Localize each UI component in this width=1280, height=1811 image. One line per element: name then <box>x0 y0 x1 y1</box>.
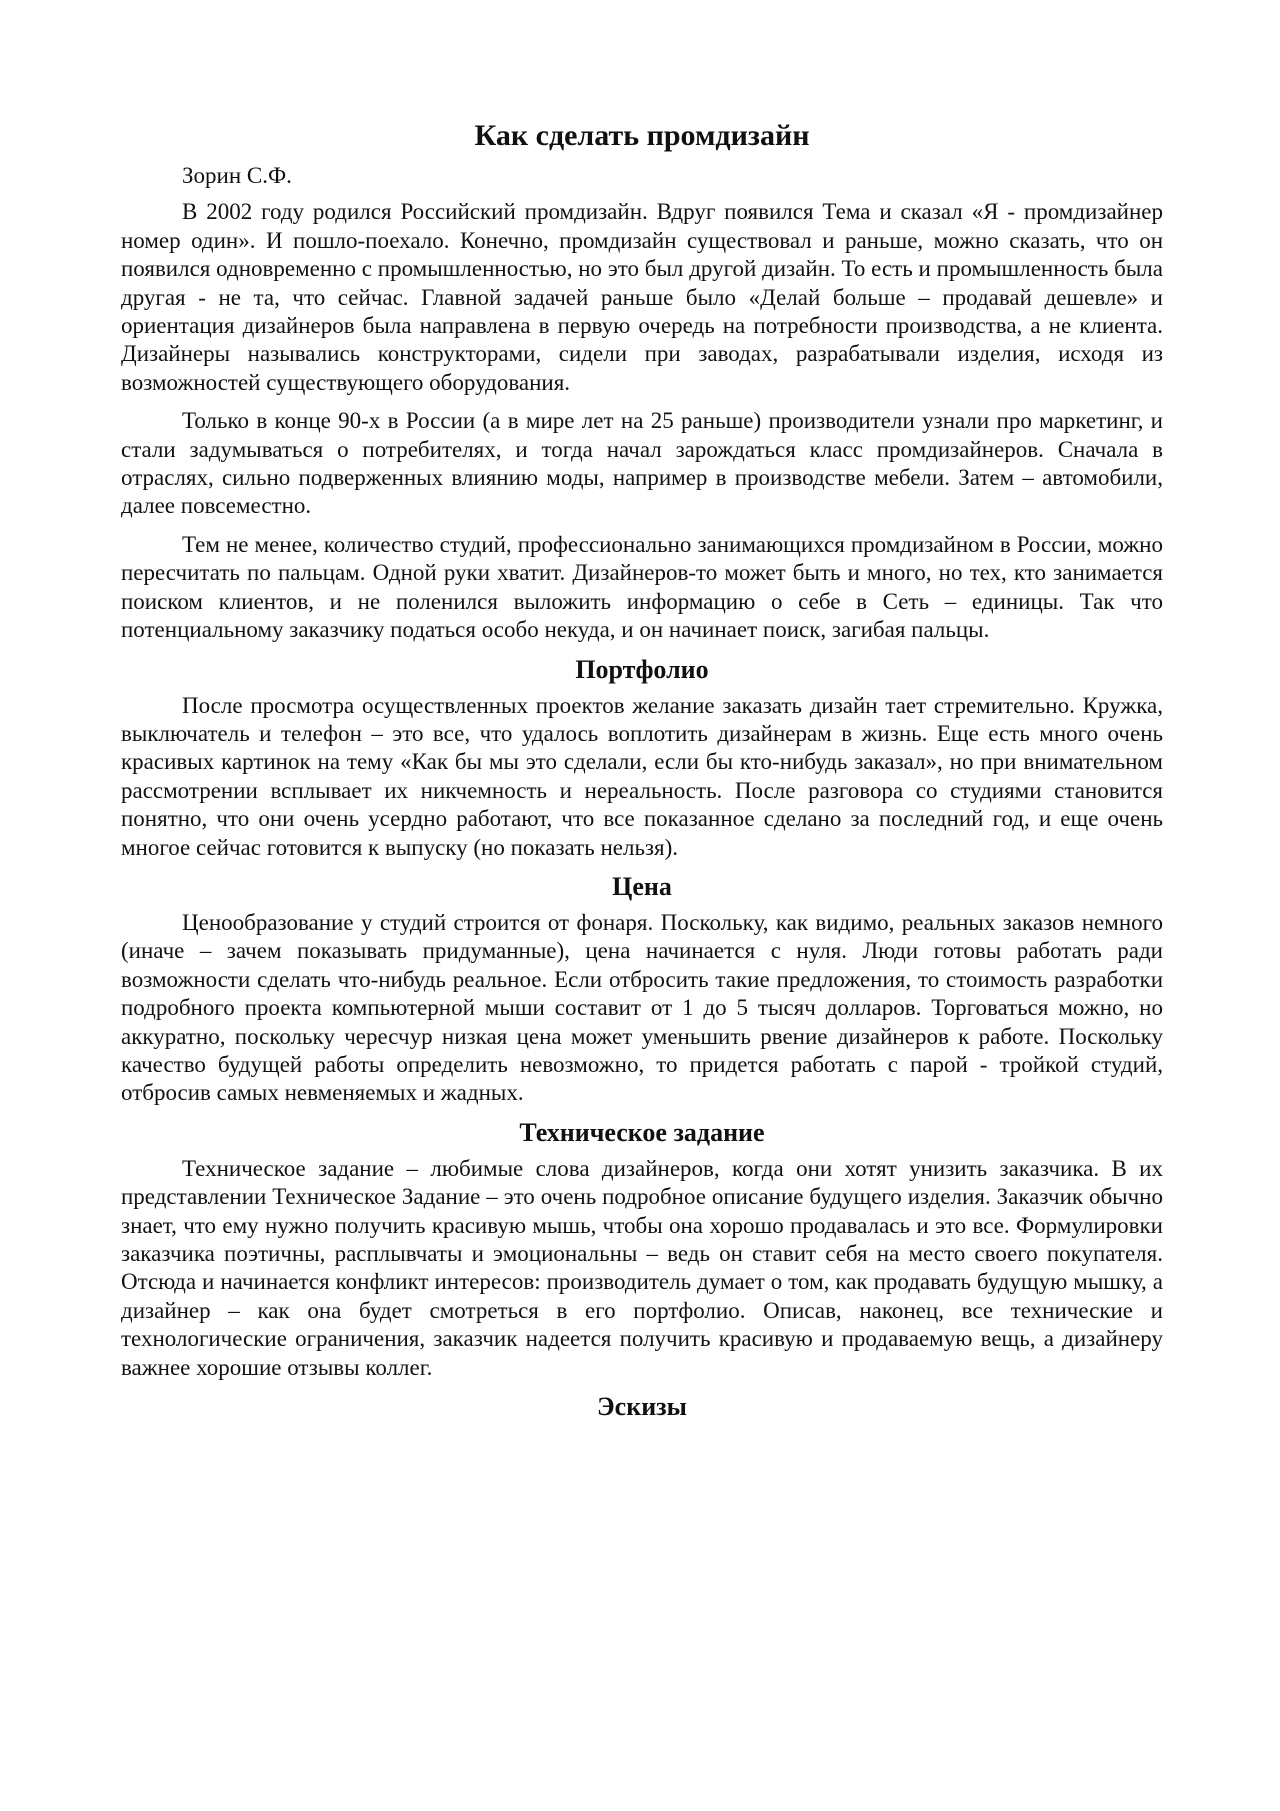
intro-paragraph: В 2002 году родился Российский промдизайн. Вдруг появился Тема и сказал «Я - промдизайнер номер один». И пошло-поехало. Конечно, промдизайн существовал и раньше, можно сказать, что он появился одновременно с промышленностью, но это был другой дизайн. То есть и промышленность была другая - не та, что сейчас. Главной задачей раньше было «Делай больше – продавай дешевле» и ориентация дизайнеров была направлена в первую очередь на потребности производства, а не клиента. Дизайнеры назывались конструкторами, сидели при заводах, разрабатывали изделия, исходя из возможностей существующего оборудования. <box>121 199 1163 395</box>
intro-paragraph: Тем не менее, количество студий, профессионально занимающихся промдизайном в России, можно пересчитать по пальцам. Одной руки хватит. Дизайнеров-то может быть и много, но тех, кто занимается поиском клиентов, и не поленился выложить информацию о себе в Сеть – единицы. Так что потенциальному заказчику податься особо некуда, и он начинает поиск, загибая пальцы. <box>121 531 1163 643</box>
section-heading-portfolio: Портфолио <box>575 654 709 684</box>
section-paragraph: Техническое задание – любимые слова дизайнеров, когда они хотят унизить заказчика. В их представлении Техническое Задание – это очень подробное описание будущего изделия. Заказчик обычно знает, что ему нужно получить красивую мышь, чтобы она хорошо продавалась и это все. Формулировки заказчика поэтичны, расплывчаты и эмоциональны – ведь он ставит себя на место своего покупателя. Отсюда и начинается конфликт интересов: производитель думает о том, как продавать будущую мышку, а дизайнер – как она будет смотреться в его портфолио. Описав, наконец, все технические и технологические ограничения, заказчик надеется получить красивую и продаваемую вещь, а дизайнеру важнее хорошие отзывы коллег. <box>121 1155 1163 1380</box>
document-title: Как сделать промдизайн <box>474 119 810 152</box>
document-page <box>121 118 1163 1429</box>
document-author: Зорин С.Ф. <box>182 163 292 188</box>
section-heading-sketches: Эскизы <box>597 1392 687 1422</box>
intro-paragraph: Только в конце 90-х в России (а в мире лет на 25 раньше) производители узнали про маркетинг, и стали задумываться о потребителях, и тогда начал зарождаться класс промдизайнеров. Сначала в отраслях, сильно подверженных влиянию моды, например в производстве мебели. Затем – автомобили, далее повсеместно. <box>121 408 1163 519</box>
section-heading-technical-spec: Техническое задание <box>519 1117 765 1147</box>
section-heading-price: Цена <box>612 871 672 901</box>
section-paragraph: Ценообразование у студий строится от фонаря. Поскольку, как видимо, реальных заказов немного (иначе – зачем показывать придуманные), цена начинается с нуля. Люди готовы работать ради возможности сделать что-нибудь реальное. Если отбросить такие предложения, то стоимость разработки подробного проекта компьютерной мыши составит от 1 до 5 тысяч долларов. Торговаться можно, но аккуратно, поскольку чересчур низкая цена может уменьшить рвение дизайнеров к работе. Поскольку качество будущей работы определить невозможно, то придется работать с парой - тройкой студий, отбросив самых невменяемых и жадных. <box>121 909 1163 1106</box>
section-paragraph: После просмотра осуществленных проектов желание заказать дизайн тает стремительно. Кружка, выключатель и телефон – это все, что удалось воплотить дизайнерам в жизнь. Еще есть много очень красивых картинок на тему «Как бы мы это сделали, если бы кто-нибудь заказал», но при внимательном рассмотрении всплывает их никчемность и нереальность. После разговора со студиями становится понятно, что они очень усердно работают, что все показанное сделано за последний год, и еще очень многое сейчас готовится к выпуску (но показать нельзя). <box>121 692 1163 860</box>
